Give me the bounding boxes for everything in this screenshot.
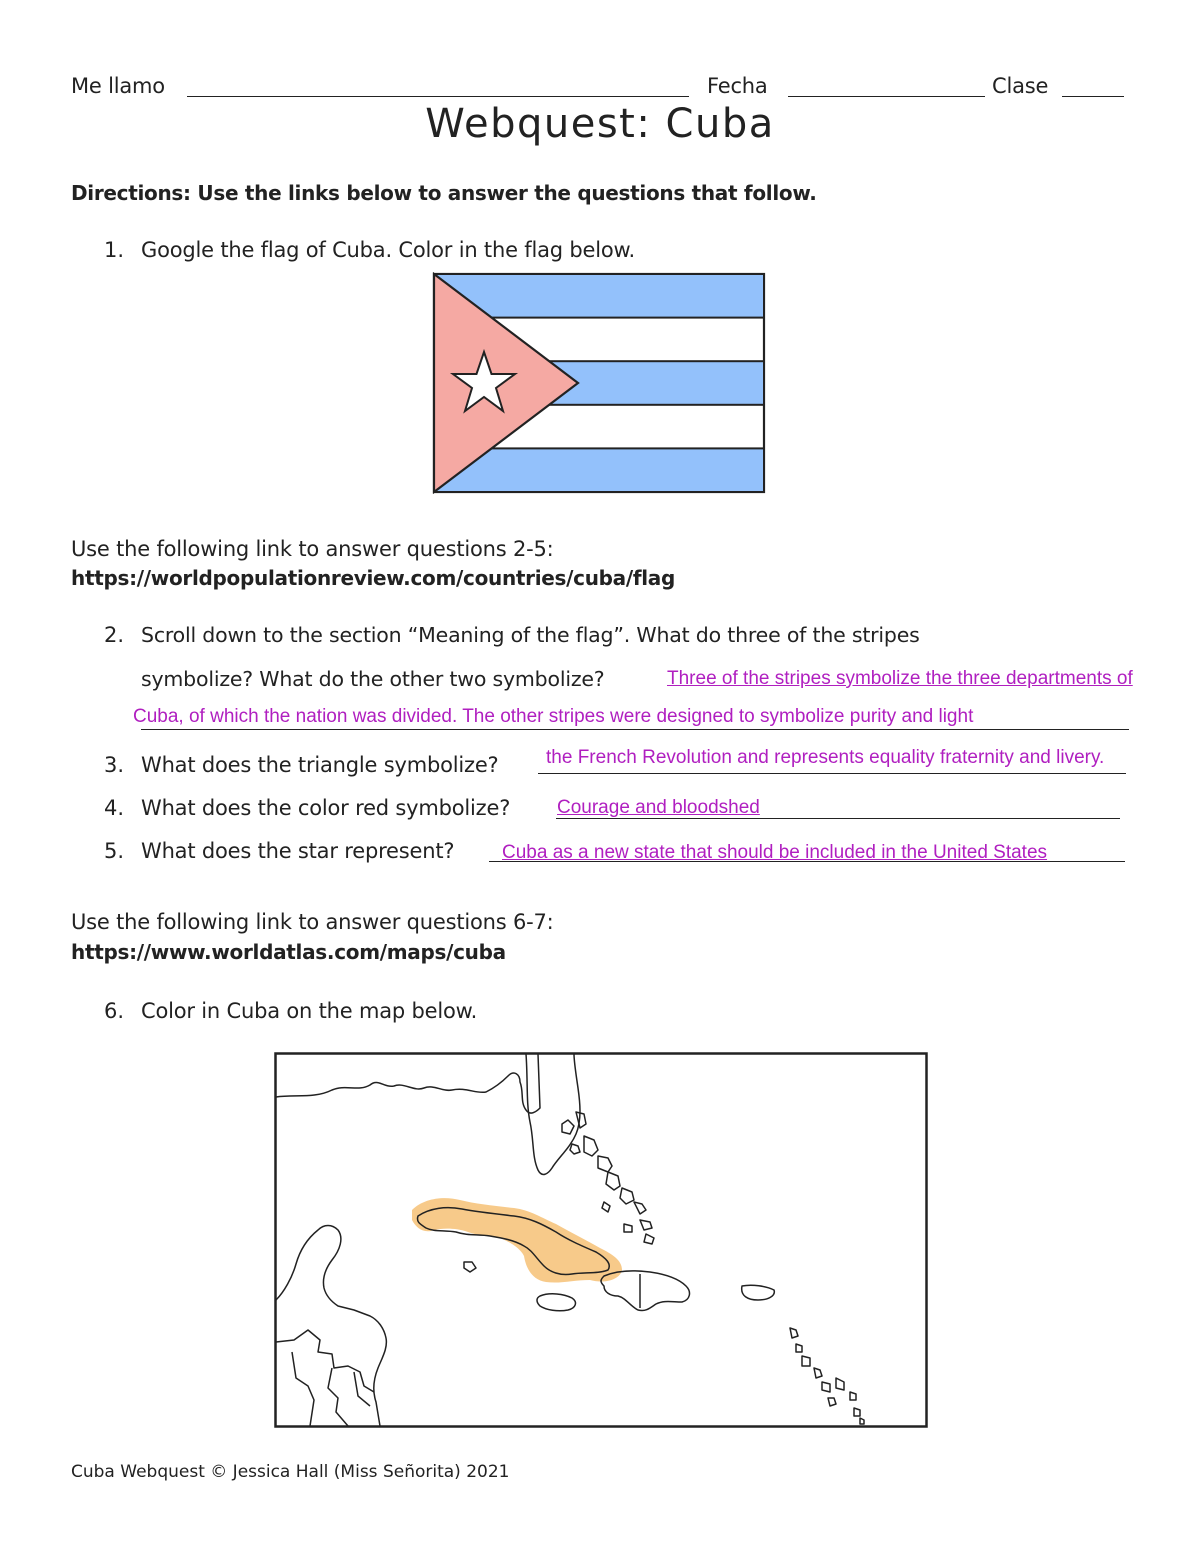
q5-text: What does the star represent? — [141, 839, 455, 863]
q4-text: What does the color red symbolize? — [141, 796, 511, 820]
class-label: Clase — [992, 74, 1049, 98]
q3-answer[interactable]: the French Revolution and represents equality fraternity and livery. — [546, 747, 1105, 768]
q5-number: 5. — [104, 839, 125, 863]
q3-text: What does the triangle symbolize? — [141, 753, 499, 777]
q2-blank — [141, 729, 1129, 730]
map-frame — [276, 1054, 927, 1427]
q1-text: Google the flag of Cuba. Color in the flag below. — [141, 238, 636, 262]
q6-number: 6. — [104, 999, 125, 1023]
q6-text: Color in Cuba on the map below. — [141, 999, 478, 1023]
name-label: Me llamo — [71, 74, 165, 98]
directions-text: Directions: Use the links below to answer the questions that follow. — [71, 181, 817, 205]
link2-intro: Use the following link to answer questions 6-7: — [71, 910, 554, 934]
q5-answer[interactable]: Cuba as a new state that should be included in the United States — [502, 842, 1048, 863]
q2-line2: symbolize? What do the other two symbolize? — [141, 667, 605, 691]
caribbean-map — [274, 1052, 928, 1428]
q3-blank — [538, 773, 1126, 774]
q2-answer-line2[interactable]: Cuba, of which the nation was divided. The other stripes were designed to symbolize purity and light — [133, 706, 974, 727]
link1-intro: Use the following link to answer questions 2-5: — [71, 537, 554, 561]
cuba-flag — [432, 272, 766, 494]
link2-url[interactable]: https://www.worldatlas.com/maps/cuba — [71, 940, 506, 964]
q2-line1: Scroll down to the section “Meaning of the flag”. What do three of the stripes — [141, 623, 920, 647]
date-blank[interactable] — [788, 96, 985, 97]
footer-copyright: Cuba Webquest © Jessica Hall (Miss Señorita) 2021 — [71, 1462, 510, 1482]
link1-url[interactable]: https://worldpopulationreview.com/countries/cuba/flag — [71, 566, 676, 590]
q2-number: 2. — [104, 623, 125, 647]
q2-answer-line1[interactable]: Three of the stripes symbolize the three departments of — [667, 668, 1133, 689]
q3-number: 3. — [104, 753, 125, 777]
name-blank[interactable] — [187, 96, 689, 97]
q4-answer[interactable]: Courage and bloodshed — [557, 797, 760, 818]
class-blank[interactable] — [1062, 96, 1124, 97]
page-title: Webquest: Cuba — [425, 101, 775, 147]
q4-number: 4. — [104, 796, 125, 820]
date-label: Fecha — [707, 74, 768, 98]
q1-number: 1. — [104, 238, 125, 262]
